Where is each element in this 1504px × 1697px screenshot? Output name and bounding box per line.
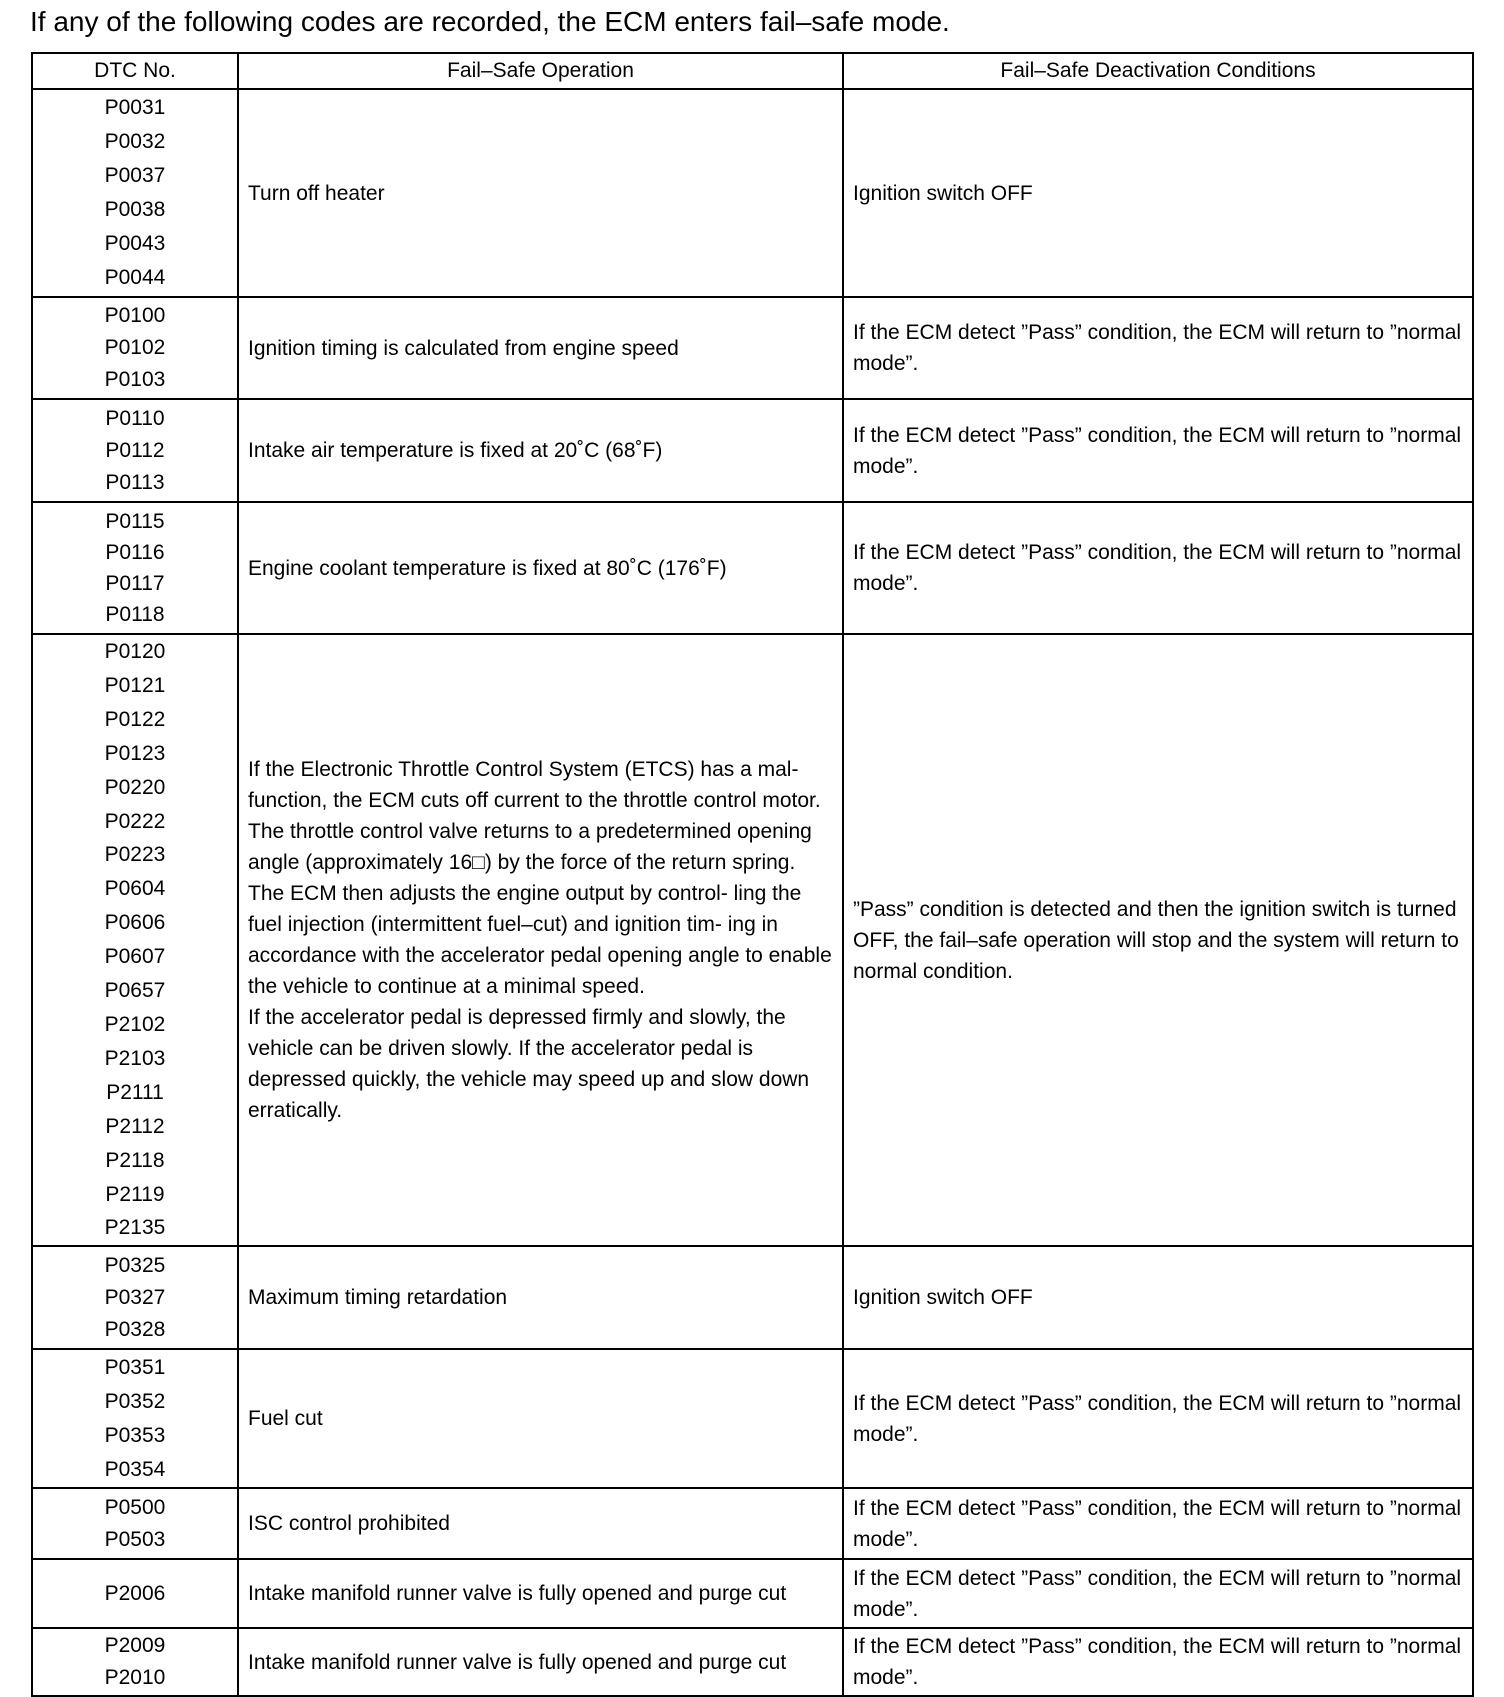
dtc-codes-cell	[32, 1628, 238, 1696]
intro-text: If any of the following codes are recorded, the ECM enters fail–safe mode.	[30, 6, 950, 37]
operation-text: Intake air temperature is fixed at 20˚C (68˚F)	[248, 439, 663, 462]
dtc-code: P0657	[104, 979, 166, 1003]
dtc-codes-cell	[32, 1349, 238, 1488]
dtc-code: P0120	[104, 640, 166, 663]
dtc-code: P0116	[105, 541, 165, 564]
deactivation-text: ”Pass” condition is detected and then the ignition switch is turned OFF, the fail–safe operation will stop and the system will return to normal condition.	[853, 897, 1459, 983]
dtc-code: P0325	[104, 1253, 166, 1277]
table-row	[32, 1488, 1473, 1559]
dtc-code: P0110	[105, 406, 165, 430]
deactivation-condition-cell	[843, 502, 1473, 634]
dtc-code: P2010	[104, 1666, 166, 1690]
operation-text: Turn off heater	[248, 181, 385, 205]
table-row	[32, 297, 1473, 399]
deactivation-condition-cell	[843, 1246, 1473, 1349]
operation-text: If the Electronic Throttle Control System (ETCS) has a mal- function, the ECM cuts off current to the throttle control motor. The throttle control valve returns to a predetermined opening angle (approximately 16□) by the force of the return spring. The ECM then adjusts the engine output by control- ling the fuel injection (intermittent fuel–cut) and ignition tim- ing in accordance with the accelerator pedal opening angle to enable the vehicle to continue at a minimal speed.	[248, 758, 832, 999]
dtc-codes-cell	[32, 1246, 238, 1349]
operation-text: Engine coolant temperature is fixed at 80˚C (176˚F)	[248, 556, 727, 580]
dtc-codes-cell	[32, 1559, 238, 1628]
deactivation-condition-cell	[843, 1349, 1473, 1488]
deactivation-condition-cell	[843, 297, 1473, 399]
dtc-code: P2119	[105, 1182, 165, 1206]
fail-safe-operation-cell	[238, 1488, 843, 1559]
dtc-code: P2112	[105, 1114, 165, 1138]
deactivation-condition-cell	[843, 634, 1473, 1246]
deactivation-condition-cell	[843, 89, 1473, 297]
dtc-code: P0352	[104, 1389, 166, 1413]
dtc-code: P0353	[104, 1423, 166, 1447]
dtc-code: P0328	[104, 1317, 166, 1341]
dtc-code: P2111	[106, 1080, 164, 1104]
dtc-code: P0354	[104, 1457, 166, 1481]
table-row	[32, 399, 1473, 502]
dtc-codes-cell	[32, 89, 238, 297]
dtc-code: P0117	[105, 572, 165, 595]
deactivation-text: If the ECM detect ”Pass” condition, the ECM will return to ”normal mode”.	[853, 423, 1462, 478]
deactivation-text: Ignition switch OFF	[853, 1286, 1033, 1310]
dtc-code: P0102	[104, 336, 166, 359]
dtc-code: P0604	[104, 877, 166, 901]
table-row	[32, 1349, 1473, 1488]
deactivation-text: If the ECM detect ”Pass” condition, the ECM will return to ”normal mode”.	[853, 1566, 1462, 1621]
fail-safe-operation-cell	[238, 297, 843, 399]
dtc-code: P0100	[104, 304, 166, 327]
fail-safe-table	[31, 52, 1474, 1697]
fail-safe-operation-cell	[238, 1628, 843, 1696]
dtc-code: P0503	[104, 1527, 166, 1551]
dtc-code: P0103	[104, 368, 166, 391]
operation-text: Fuel cut	[248, 1407, 323, 1431]
table-row	[32, 1246, 1473, 1349]
dtc-code: P0031	[104, 96, 166, 119]
deactivation-condition-cell	[843, 399, 1473, 502]
dtc-code: P0607	[104, 945, 166, 969]
dtc-codes-cell	[32, 399, 238, 502]
dtc-code: P0123	[104, 741, 166, 765]
table-row	[32, 634, 1473, 1246]
fail-safe-operation-cell	[238, 1349, 843, 1488]
dtc-code: P0220	[104, 775, 166, 799]
fail-safe-operation-cell	[238, 502, 843, 634]
deactivation-condition-cell	[843, 1488, 1473, 1559]
dtc-codes-cell	[32, 1488, 238, 1559]
dtc-code: P0043	[104, 232, 166, 255]
deactivation-text: If the ECM detect ”Pass” condition, the ECM will return to ”normal mode”.	[853, 541, 1462, 595]
dtc-code: P2006	[104, 1581, 166, 1605]
header-row	[32, 53, 1473, 89]
table-row	[32, 89, 1473, 297]
dtc-code: P0500	[104, 1495, 166, 1519]
dtc-code: P0112	[105, 438, 165, 462]
dtc-code: P0038	[104, 198, 166, 221]
operation-text: Maximum timing retardation	[248, 1286, 508, 1310]
dtc-codes-cell	[32, 502, 238, 634]
deactivation-condition-cell	[843, 1628, 1473, 1696]
dtc-code: P0113	[105, 470, 165, 494]
dtc-code: P2102	[104, 1012, 166, 1036]
dtc-code: P0037	[104, 164, 166, 187]
dtc-code: P2118	[105, 1148, 165, 1172]
header-deactivation-conditions: Fail–Safe Deactivation Conditions	[843, 53, 1473, 89]
dtc-code: P0223	[104, 843, 166, 867]
deactivation-text: If the ECM detect ”Pass” condition, the ECM will return to ”normal mode”.	[853, 321, 1462, 375]
dtc-code: P0115	[105, 510, 165, 533]
deactivation-condition-cell	[843, 1559, 1473, 1628]
dtc-code: P0351	[104, 1355, 166, 1379]
fail-safe-operation-cell	[238, 89, 843, 297]
operation-text: ISC control prohibited	[248, 1512, 450, 1536]
operation-text: If the accelerator pedal is depressed firmly and slowly, the vehicle can be driven slowly. If the accelerator pedal is depressed quickly, the vehicle may speed up and slow down erratically.	[248, 1006, 810, 1123]
deactivation-text: If the ECM detect ”Pass” condition, the ECM will return to ”normal mode”.	[853, 1635, 1462, 1690]
fail-safe-operation-cell	[238, 1246, 843, 1349]
table-row	[32, 1628, 1473, 1696]
table-body	[32, 89, 1473, 1696]
fail-safe-operation-cell	[238, 634, 843, 1246]
dtc-code: P0327	[104, 1285, 166, 1309]
dtc-code: P0032	[104, 130, 166, 153]
fail-safe-operation-cell	[238, 399, 843, 502]
deactivation-text: Ignition switch OFF	[853, 181, 1033, 205]
dtc-code: P2135	[104, 1216, 166, 1240]
deactivation-text: If the ECM detect ”Pass” condition, the ECM will return to ”normal mode”.	[853, 1391, 1462, 1446]
operation-text: Intake manifold runner valve is fully opened and purge cut	[248, 1650, 787, 1674]
dtc-code: P0222	[104, 809, 166, 833]
dtc-code: P0118	[105, 603, 165, 626]
header-dtc-no: DTC No.	[32, 53, 238, 89]
dtc-code: P2103	[104, 1046, 166, 1070]
table-row	[32, 502, 1473, 634]
operation-text: Ignition timing is calculated from engine speed	[248, 336, 679, 360]
dtc-code: P0122	[104, 707, 166, 731]
dtc-codes-cell	[32, 297, 238, 399]
deactivation-text: If the ECM detect ”Pass” condition, the ECM will return to ”normal mode”.	[853, 1496, 1462, 1551]
dtc-code: P0606	[104, 911, 166, 935]
dtc-codes-cell	[32, 634, 238, 1246]
dtc-code: P0121	[104, 673, 166, 697]
header-fail-safe-operation: Fail–Safe Operation	[238, 53, 843, 89]
table-header	[32, 53, 1473, 89]
dtc-code: P2009	[104, 1634, 166, 1658]
dtc-code: P0044	[104, 266, 166, 289]
operation-text: Intake manifold runner valve is fully opened and purge cut	[248, 1582, 787, 1606]
table-row	[32, 1559, 1473, 1628]
fail-safe-operation-cell	[238, 1559, 843, 1628]
